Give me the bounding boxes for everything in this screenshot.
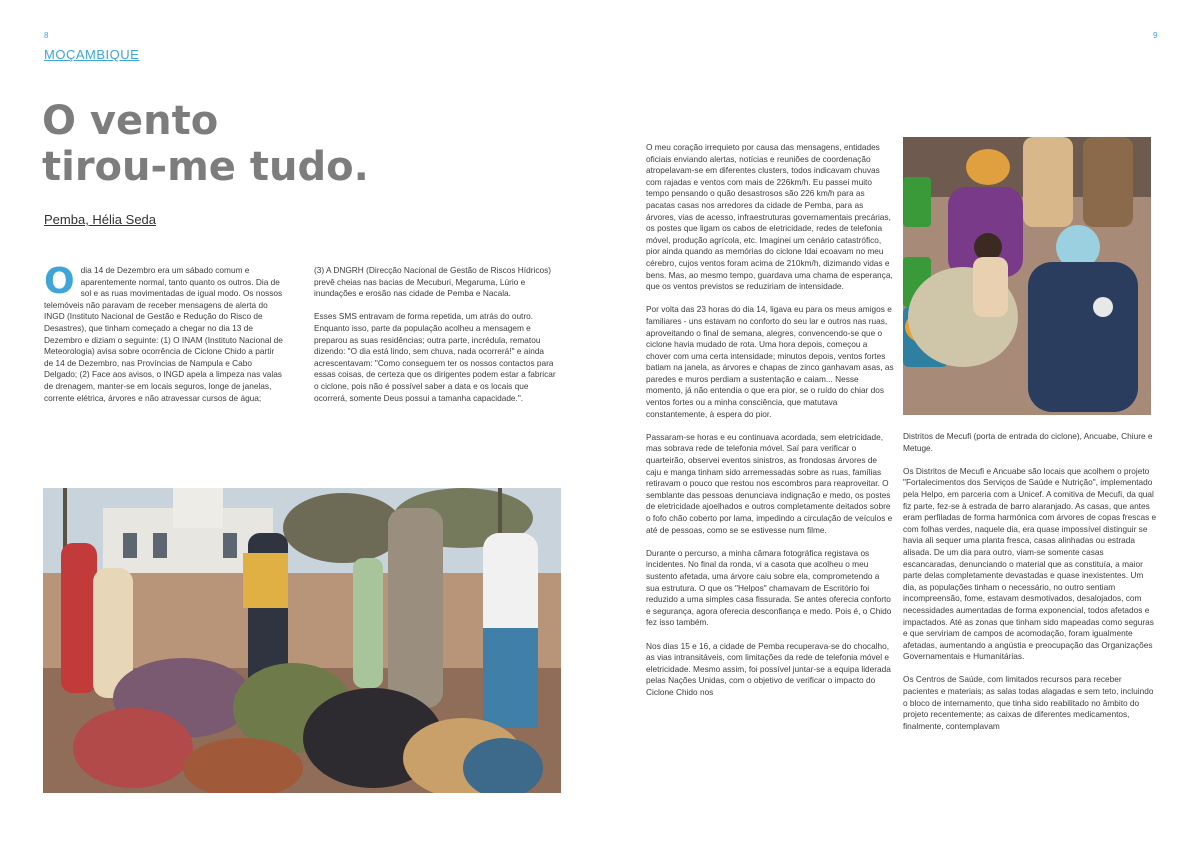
column-1 [44,261,284,416]
right-page [600,0,1200,849]
headline-line-2: tirou-me tudo. [42,144,369,190]
section-label: MOÇAMBIQUE [44,47,140,62]
column-3-paragraph: Durante o percurso, a minha câmara fotográfica registava os incidentes. No final da ronda, vi a casota que acolheu o meu sustento afetada, uma árvore caiu sobre ela, comprometendo a sua estrutura. O que os "Helpos" chamavam de Escritório foi reduzido a uma simples casa fissurada. Se antes oferecia conforto e segurança, agora oferecia desconfiança e medo. Pois é, o Chido fez isso também. [646,547,892,628]
column-3-paragraph: Nos dias 15 e 16, a cidade de Pemba recuperava-se do chocalho, as vias intransitáveis, com limitações da rede de telefonia móvel e eletricidade. Mesmo assim, foi possível juntar-se a equipa liderada pelas Nações Unidas, com o objetivo de verificar o impacto do Ciclone Chido nos [646,640,891,697]
column-4 [903,431,1158,744]
page-number-left: 8 [44,31,49,40]
column-3 [646,142,894,710]
photo-community-gathering [43,488,561,793]
column-2-paragraph: Esses SMS entravam de forma repetida, um atrás do outro. Enquanto isso, parte da população acolheu a mensagem e preparou as suas residências; outra parte, incrédula, rematou dizendo: "O dia está lindo, sem chuva, nada ocorrerá!" e ainda acrescentavam: "Como conseguem ter os nossos contactos para essas coisas, de certeza que os dirigentes podem estar a fabricar o ciclone, pois não é possível saber a data e os locais que ocorrerá, somente Deus possui a tamanha capacidade.". [314,311,556,403]
column-4-paragraph: Os Distritos de Mecufi e Ancuabe são locais que acolhem o projeto "Fortalecimentos dos Serviços de Saúde e Nutrição", implementado pela Helpo, em parceria com a Unicef. A comitiva de Mecufi, da qual fiz parte, fez-se à estrada de barro alaranjado. As casas, que antes eram perfiladas de forma harmónica com árvores de copas frescas e com folhas verdes, naquele dia, era quase impossível distinguir se havia ali sequer uma planta fresca, casas alinhadas ou estrada alisada. De um dia para outro, viam-se somente casas escancaradas, denunciando o material que as constituía, a maior parte delas completamente devastadas e quase inexistentes. Um dia, as populações tinham o necessário, no outro sentiam incompreensão, fome, estavam desmotivados, desalojados, com necessidades aumentadas de forma exponencial, todos afetados e impactados. Até as zonas que tinham sido mapeadas como seguras e que serviriam de campos de acomodação, foram igualmente afetadas, aumentando a angústia e preocupação das Organizações Governamentais e Humanitárias. [903,465,1157,662]
column-1-paragraph: Odia 14 de Dezembro era um sábado comum e aparentemente normal, tanto quanto os outros. Dia de sol e as ruas movimentadas de igual modo. Os nossos telemóveis não paravam de receber mensagens de alerta do INGD (Instituto Nacional de Gestão e Redução do Risco de Desastres), que tinham começado a chegar no dia 13 de Dezembro e diziam o seguinte: (1) O INAM (Instituto Nacional de Meteorologia) avisa sobre ocorrência de Ciclone Chido a partir de 14 de Dezembro, nas Províncias de Nampula e Cabo Delgado; (2) Face aos avisos, o INGD apela a limpeza nas valas de drenagem, manter-se em locais seguros, longe de janelas, corrente elétrica, árvores e não atravessar cursos de água; [44,261,283,403]
column-2-paragraph: (3) A DNGRH (Direcção Nacional de Gestão de Riscos Hídricos) prevê cheias nas bacias de Mecuburi, Megaruma, Lúrio e inundações e erosão nas cidade de Pemba e Nacala. [314,265,552,299]
column-4-paragraph: Distritos de Mecufi (porta de entrada do ciclone), Ancuabe, Chiure e Metuge. [903,431,1153,453]
column-3-paragraph: O meu coração irrequieto por causa das mensagens, entidades oficiais enviando alertas, notícias e reuniões de coordenação atropelavam-se em diferentes clusters, todos indicavam chuvas com rajadas e ventos com mais de 226km/h. Eu passei muito tempo pensando o quão desastrosos são 226 km/h para as pacatas casas nos arredores da cidade de Pemba, para as árvores, vias de acesso, infraestruturas governamentais precárias, os postes que ligam os cabos de eletricidade, redes de telefonia móvel, produção agrícola, etc. Imaginei um cenário catastrófico, pior ainda quando as memórias do ciclone Idai ecoavam no meu cérebro, cujos ventos foram acima de 210km/h, dizimando vidas e bens. Mas, ao mesmo tempo, guardava uma chama de esperança, que os ventos previstos se reduziriam de intensidade. [646,142,893,292]
drop-cap: O [44,261,75,302]
column-2 [314,265,562,416]
column-3-paragraph: Por volta das 23 horas do dia 14, ligava eu para os meus amigos e familiares - uns estavam no conforto do seu lar e outros nas ruas, aproveitando o final de semana, alegres, convencendo-se que o ciclone havia mudado de rota. Uma hora depois, começou a chover com uma certa intensidade; minutos depois, ventos fortes batiam na janela, as árvores e chapas de zinco ganhavam asas, as paredes e muros perdiam a sustentação e caiam... Nesse momento, já não entendia o que era pior, se o ruído do chiar dos ventos fortes ou a minha consciência, que matutava constantemente, à espera do pior. [646,304,894,419]
column-4-paragraph: Os Centros de Saúde, com limitados recursos para receber pacientes e materiais; as salas todas alagadas e sem teto, incluindo o bloco de internamento, que tinha sido reabilitado no âmbito do projeto recentemente; as caixas de diferentes medicamentos, finalmente, contemplavam [903,674,1154,731]
column-3-paragraph: Passaram-se horas e eu continuava acordada, sem eletricidade, mas sobrava rede de telefonia móvel. Saí para verificar o quarteirão, observei eventos sinistros, as frondosas árvores de caju e manga tinham sido arremessadas sobre as ruas, famílias retiravam o pouco que restou nos escombros para reaproveitar. O semblante das pessoas denunciava indignação e medo, os postes de eletricidade ajoelhados e outros completamente deitados sobre o fofo chão coberto por lama, impedindo a circulação de veículos e até de pessoas, como se se estivesse num filme. [646,431,893,535]
headline-line-1: O vento [42,98,219,144]
headline [42,98,462,190]
byline: Pemba, Hélia Seda [44,212,157,227]
photo-health-worker-child [903,137,1151,415]
page-number-right: 9 [1153,31,1158,40]
